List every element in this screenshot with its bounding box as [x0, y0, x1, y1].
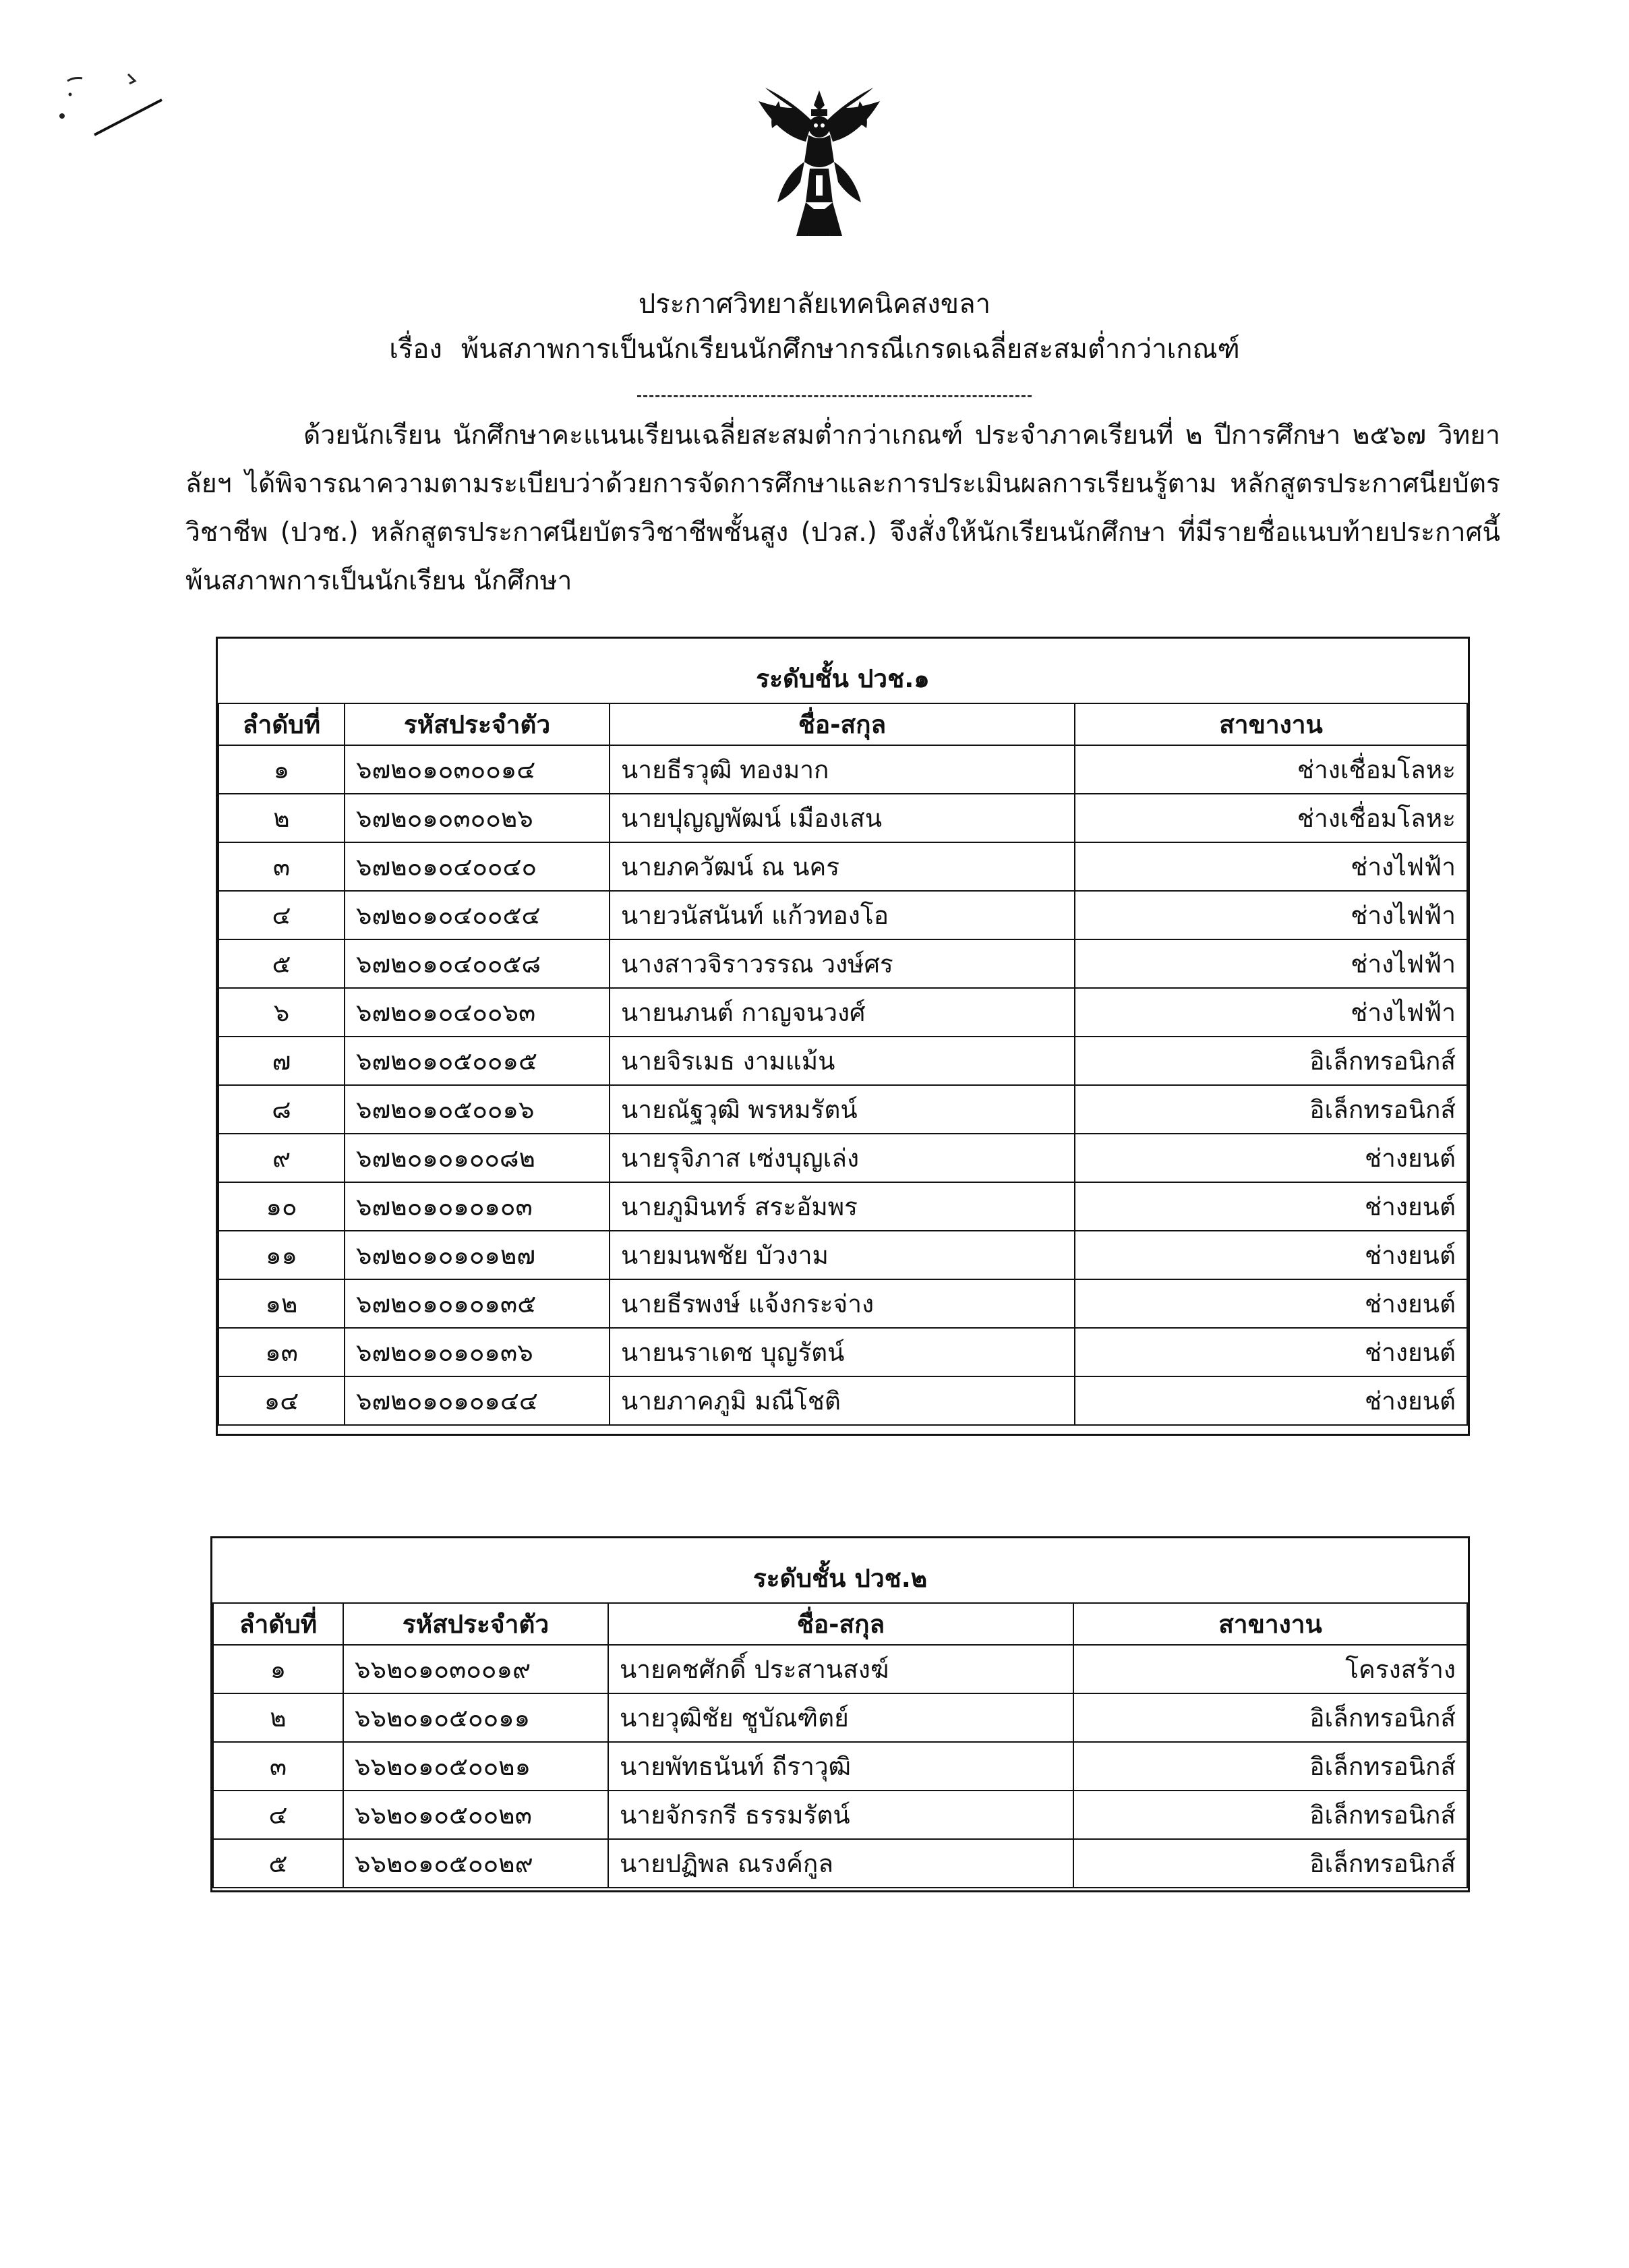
- table-row: [218, 745, 1467, 794]
- major-field: อิเล็กทรอนิกส์: [1073, 1839, 1467, 1888]
- student-id: ๖๗๒๐๑๐๓๐๐๒๖: [345, 794, 610, 842]
- row-number: ๖: [218, 988, 345, 1037]
- student-id: ๖๗๒๐๑๐๑๐๑๓๖: [345, 1328, 610, 1376]
- major-field: ช่างไฟฟ้า: [1075, 842, 1467, 891]
- intro-paragraph: ด้วยนักเรียน นักศึกษาคะแนนเรียนเฉลี่ยสะสมต่ำกว่าเกณฑ์ ประจำภาคเรียนที่ ๒ ปีการศึกษา ๒๕๖๗ วิทยาลัยฯ ได้พิจารณาความตามระเบียบว่าด้วยการจัดการศึกษาและการประเมินผลการเรียนรู้ตาม หลักสูตรประกาศนียบัตรวิชาชีพ (ปวช.) หลักสูตรประกาศนียบัตรวิชาชีพชั้นสูง (ปวส.) จึงสั่งให้นักเรียนนักศึกษา ที่มีรายชื่อแนบท้ายประกาศนี้พ้นสภาพการเป็นนักเรียน นักศึกษา: [185, 420, 1500, 596]
- subject-text: พ้นสภาพการเป็นนักเรียนนักศึกษากรณีเกรดเฉลี่ยสะสมต่ำกว่าเกณฑ์: [461, 334, 1240, 365]
- student-name: นายปฏิพล ณรงค์กูล: [608, 1839, 1073, 1888]
- row-number: ๑: [213, 1645, 343, 1693]
- row-number: ๗: [218, 1037, 345, 1085]
- student-id: ๖๗๒๐๑๐๓๐๐๑๔: [345, 745, 610, 794]
- student-id: ๖๖๒๐๑๐๕๐๐๒๙: [343, 1839, 608, 1888]
- table-row: [218, 939, 1467, 988]
- header-row: [218, 703, 1467, 745]
- row-number: ๓: [213, 1742, 343, 1791]
- row-number: ๑๒: [218, 1279, 345, 1328]
- student-id: ๖๗๒๐๑๐๑๐๑๔๔: [345, 1376, 610, 1425]
- major-field: อิเล็กทรอนิกส์: [1075, 1085, 1467, 1134]
- student-name: นายมนพชัย บัวงาม: [610, 1231, 1075, 1279]
- major-field: ช่างไฟฟ้า: [1075, 988, 1467, 1037]
- student-name: นายวุฒิชัย ชูบัณฑิตย์: [608, 1693, 1073, 1742]
- major-field: ช่างยนต์: [1075, 1279, 1467, 1328]
- table-pvc1: [216, 637, 1470, 1436]
- student-id: ๖๖๒๐๑๐๓๐๐๑๙: [343, 1645, 608, 1693]
- garuda-emblem-icon: [752, 88, 887, 250]
- table-row: [218, 842, 1467, 891]
- table-caption: ระดับชั้น ปวช.๒: [213, 1538, 1467, 1603]
- row-number: ๒: [213, 1693, 343, 1742]
- student-name: นายภควัฒน์ ณ นคร: [610, 842, 1075, 891]
- subject-line: [0, 332, 1629, 367]
- row-number: ๑: [218, 745, 345, 794]
- student-name: นายรุจิภาส เซ่งบุญเล่ง: [610, 1134, 1075, 1182]
- row-number: ๑๑: [218, 1231, 345, 1279]
- dashed-divider: [637, 395, 1032, 397]
- col-header-id: รหัสประจำตัว: [345, 703, 610, 745]
- table-row: [218, 1376, 1467, 1425]
- row-number: ๕: [213, 1839, 343, 1888]
- student-id: ๖๗๒๐๑๐๔๐๐๖๓: [345, 988, 610, 1037]
- announcement-title: ประกาศวิทยาลัยเทคนิคสงขลา: [638, 289, 991, 320]
- student-name: นายนภนต์ กาญจนวงศ์: [610, 988, 1075, 1037]
- row-number: ๓: [218, 842, 345, 891]
- row-number: ๘: [218, 1085, 345, 1134]
- table-row: [213, 1693, 1467, 1742]
- student-name: นายจักรกรี ธรรมรัตน์: [608, 1791, 1073, 1839]
- student-name: นางสาวจิราวรรณ วงษ์ศร: [610, 939, 1075, 988]
- major-field: โครงสร้าง: [1073, 1645, 1467, 1693]
- student-name: นายธีรวุฒิ ทองมาก: [610, 745, 1075, 794]
- major-field: ช่างเชื่อมโลหะ: [1075, 794, 1467, 842]
- student-id: ๖๗๒๐๑๐๑๐๑๒๗: [345, 1231, 610, 1279]
- student-id: ๖๖๒๐๑๐๕๐๐๒๑: [343, 1742, 608, 1791]
- table-row: [213, 1645, 1467, 1693]
- student-name: นายภาคภูมิ มณีโชติ: [610, 1376, 1075, 1425]
- major-field: ช่างยนต์: [1075, 1182, 1467, 1231]
- table-row: [218, 1231, 1467, 1279]
- table-row: [218, 1328, 1467, 1376]
- subject-label: เรื่อง: [389, 334, 442, 365]
- row-number: ๑๓: [218, 1328, 345, 1376]
- table-row: [213, 1742, 1467, 1791]
- major-field: ช่างยนต์: [1075, 1231, 1467, 1279]
- student-name: นายพัทธนันท์ ถีราวุฒิ: [608, 1742, 1073, 1791]
- major-field: อิเล็กทรอนิกส์: [1073, 1742, 1467, 1791]
- major-field: ช่างยนต์: [1075, 1134, 1467, 1182]
- student-id: ๖๖๒๐๑๐๕๐๐๑๑: [343, 1693, 608, 1742]
- student-id: ๖๖๒๐๑๐๕๐๐๒๓: [343, 1791, 608, 1839]
- student-name: นายคชศักดิ์ ประสานสงฆ์: [608, 1645, 1073, 1693]
- col-header-major: สาขางาน: [1075, 703, 1467, 745]
- student-name: นายจิรเมธ งามแม้น: [610, 1037, 1075, 1085]
- row-number: ๑๔: [218, 1376, 345, 1425]
- major-field: ช่างไฟฟ้า: [1075, 891, 1467, 939]
- row-number: ๕: [218, 939, 345, 988]
- major-field: ช่างไฟฟ้า: [1075, 939, 1467, 988]
- col-header-name: ชื่อ-สกุล: [608, 1603, 1073, 1645]
- header-row: [213, 1603, 1467, 1645]
- student-name: นายนราเดช บุญรัตน์: [610, 1328, 1075, 1376]
- major-field: ช่างยนต์: [1075, 1376, 1467, 1425]
- table-caption: ระดับชั้น ปวช.๑: [218, 639, 1467, 703]
- table-row: [218, 1134, 1467, 1182]
- table-row: [218, 1182, 1467, 1231]
- table-row: [218, 891, 1467, 939]
- table-row: [218, 988, 1467, 1037]
- table-pvc2: [210, 1536, 1470, 1892]
- row-number: ๒: [218, 794, 345, 842]
- row-number: ๑๐: [218, 1182, 345, 1231]
- col-header-major: สาขางาน: [1073, 1603, 1467, 1645]
- major-field: ช่างยนต์: [1075, 1328, 1467, 1376]
- col-header-no: ลำดับที่: [213, 1603, 343, 1645]
- pen-mark-icon: [47, 54, 182, 142]
- row-number: ๔: [213, 1791, 343, 1839]
- table-row: [213, 1839, 1467, 1888]
- student-id: ๖๗๒๐๑๐๔๐๐๕๔: [345, 891, 610, 939]
- student-name: นายธีรพงษ์ แจ้งกระจ่าง: [610, 1279, 1075, 1328]
- student-id: ๖๗๒๐๑๐๑๐๑๐๓: [345, 1182, 610, 1231]
- student-id: ๖๗๒๐๑๐๔๐๐๔๐: [345, 842, 610, 891]
- col-header-no: ลำดับที่: [218, 703, 345, 745]
- table-row: [218, 1085, 1467, 1134]
- table-row: [218, 1279, 1467, 1328]
- col-header-name: ชื่อ-สกุล: [610, 703, 1075, 745]
- col-header-id: รหัสประจำตัว: [343, 1603, 608, 1645]
- major-field: อิเล็กทรอนิกส์: [1075, 1037, 1467, 1085]
- student-name: นายวนัสนันท์ แก้วทองโอ: [610, 891, 1075, 939]
- student-id: ๖๗๒๐๑๐๕๐๐๑๖: [345, 1085, 610, 1134]
- student-id: ๖๗๒๐๑๐๔๐๐๕๘: [345, 939, 610, 988]
- major-field: อิเล็กทรอนิกส์: [1073, 1693, 1467, 1742]
- major-field: ช่างเชื่อมโลหะ: [1075, 745, 1467, 794]
- table-row: [213, 1791, 1467, 1839]
- row-number: ๙: [218, 1134, 345, 1182]
- table-row: [218, 794, 1467, 842]
- student-name: นายณัฐวุฒิ พรหมรัตน์: [610, 1085, 1075, 1134]
- row-number: ๔: [218, 891, 345, 939]
- major-field: อิเล็กทรอนิกส์: [1073, 1791, 1467, 1839]
- student-id: ๖๗๒๐๑๐๕๐๐๑๕: [345, 1037, 610, 1085]
- table-row: [218, 1037, 1467, 1085]
- student-id: ๖๗๒๐๑๐๑๐๑๓๕: [345, 1279, 610, 1328]
- student-name: นายภูมินทร์ สระอัมพร: [610, 1182, 1075, 1231]
- student-id: ๖๗๒๐๑๐๑๐๐๘๒: [345, 1134, 610, 1182]
- student-name: นายปุญญพัฒน์ เมืองเสน: [610, 794, 1075, 842]
